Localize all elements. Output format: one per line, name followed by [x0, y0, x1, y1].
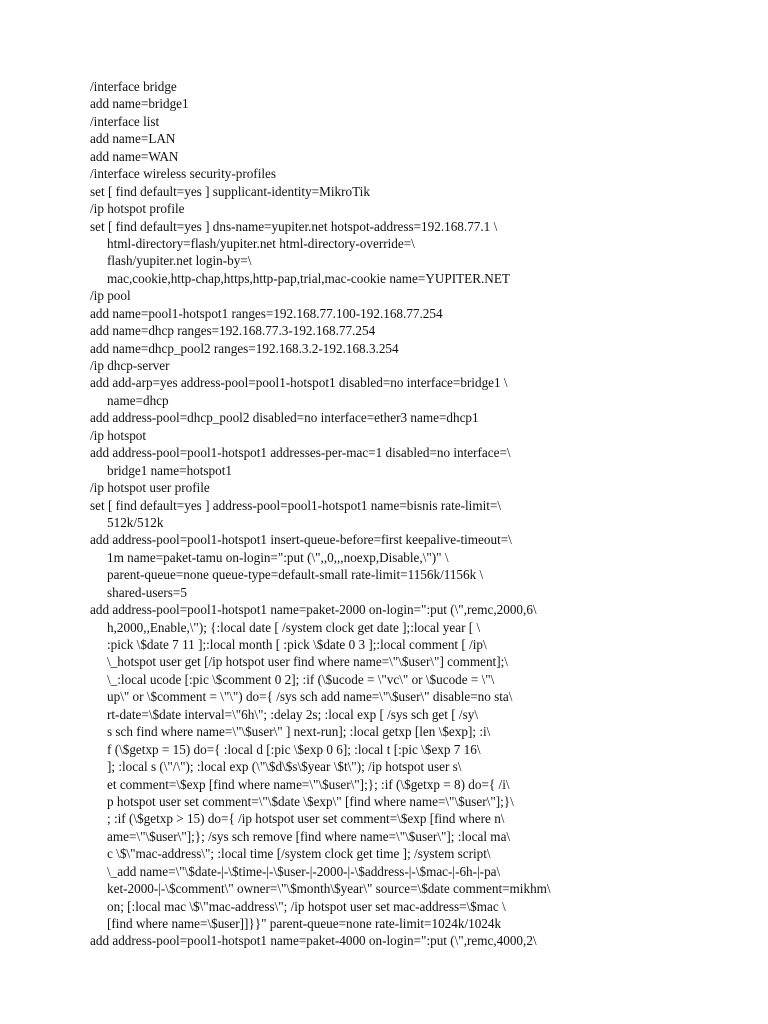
script-continuation-line: ame=\"\$user\"];}; /sys sch remove [find where name=\"\$user\"]; :local ma\ — [107, 828, 511, 844]
script-continuation-line: h,2000,,Enable,\"); {:local date [ /system clock get date ];:local year [ \ — [107, 619, 481, 635]
config-script-text — [90, 78, 750, 950]
script-continuation-line: [find where name=\$user]]}}" parent-queue=none rate-limit=1024k/1024k — [107, 916, 502, 931]
script-continuation-line: et comment=\$exp [find where name=\"\$user\"];}; :if (\$getxp = 8) do={ /i\ — [107, 776, 510, 792]
script-line: add name=dhcp ranges=192.168.77.3-192.168.77.254 — [90, 323, 376, 339]
script-line: /ip hotspot user profile — [90, 480, 210, 496]
script-continuation-line: shared-users=5 — [107, 584, 187, 600]
script-continuation-line: ; :if (\$getxp > 15) do={ /ip hotspot user set comment=\$exp [find where n\ — [107, 811, 505, 827]
script-line: add address-pool=pool1-hotspot1 addresses-per-mac=1 disabled=no interface=\ — [90, 445, 511, 461]
script-line: add address-pool=pool1-hotspot1 name=paket-2000 on-login=":put (\",remc,2000,6\ — [90, 602, 537, 618]
script-continuation-line: ]; :local s (\"/\"); :local exp (\"\$d\$s\$year \$t\"); /ip hotspot user s\ — [107, 759, 462, 775]
script-continuation-line: flash/yupiter.net login-by=\ — [107, 253, 252, 269]
script-line: set [ find default=yes ] address-pool=pool1-hotspot1 name=bisnis rate-limit=\ — [90, 497, 502, 513]
script-line: set [ find default=yes ] dns-name=yupiter.net hotspot-address=192.168.77.1 \ — [90, 218, 498, 234]
script-line: add add-arp=yes address-pool=pool1-hotspot1 disabled=no interface=bridge1 \ — [90, 375, 508, 391]
script-continuation-line: 512k/512k — [107, 514, 164, 530]
script-continuation-line: mac,cookie,http-chap,https,http-pap,trial,mac-cookie name=YUPITER.NET — [107, 270, 510, 286]
script-line: add address-pool=dhcp_pool2 disabled=no interface=ether3 name=dhcp1 — [90, 410, 479, 426]
script-line: /ip hotspot profile — [90, 201, 185, 217]
script-line: /ip pool — [90, 288, 131, 304]
script-continuation-line: c \$\"mac-address\"; :local time [/system clock get time ]; /system script\ — [107, 846, 491, 862]
script-continuation-line: name=dhcp — [107, 392, 169, 408]
script-line: add name=pool1-hotspot1 ranges=192.168.77.100-192.168.77.254 — [90, 305, 443, 321]
script-continuation-line: parent-queue=none queue-type=default-small rate-limit=1156k/1156k \ — [107, 567, 484, 583]
script-line: /interface bridge — [90, 79, 177, 94]
script-line: add address-pool=pool1-hotspot1 name=paket-4000 on-login=":put (\",remc,4000,2\ — [90, 933, 537, 949]
script-line: add name=WAN — [90, 148, 179, 164]
script-line: add address-pool=pool1-hotspot1 insert-queue-before=first keepalive-timeout=\ — [90, 532, 512, 548]
script-continuation-line: \_add name=\"\$date-|-\$time-|-\$user-|-2000-|-\$address-|-\$mac-|-6h-|-pa\ — [107, 863, 501, 879]
script-line: /interface wireless security-profiles — [90, 166, 277, 182]
script-continuation-line: rt-date=\$date interval=\"6h\"; :delay 2s; :local exp [ /sys sch get [ /sy\ — [107, 706, 478, 722]
script-line: add name=LAN — [90, 131, 176, 147]
script-continuation-line: 1m name=paket-tamu on-login=":put (\",,0,,,noexp,Disable,\")" \ — [107, 549, 449, 565]
script-continuation-line: p hotspot user set comment=\"\$date \$exp\" [find where name=\"\$user\"];}\ — [107, 793, 514, 809]
script-continuation-line: on; [:local mac \$\"mac-address\"; /ip hotspot user set mac-address=\$mac \ — [107, 898, 506, 914]
script-line: add name=bridge1 — [90, 96, 189, 112]
script-continuation-line: html-directory=flash/yupiter.net html-directory-override=\ — [107, 235, 415, 251]
script-line: add name=dhcp_pool2 ranges=192.168.3.2-192.168.3.254 — [90, 340, 399, 356]
script-line: set [ find default=yes ] supplicant-identity=MikroTik — [90, 183, 370, 199]
script-line: /interface list — [90, 113, 160, 129]
script-continuation-line: \_hotspot user get [/ip hotspot user find where name=\"\$user\"] comment];\ — [107, 654, 508, 670]
script-line: /ip dhcp-server — [90, 358, 170, 373]
script-continuation-line: f (\$getxp = 15) do={ :local d [:pic \$exp 0 6]; :local t [:pic \$exp 7 16\ — [107, 741, 481, 757]
script-line: /ip hotspot — [90, 427, 147, 443]
script-continuation-line: up\" or \$comment = \"\") do={ /sys sch add name=\"\$user\" disable=no sta\ — [107, 689, 513, 705]
script-continuation-line: \_:local ucode [:pic \$comment 0 2]; :if (\$ucode = \"vc\" or \$ucode = \"\ — [107, 671, 495, 687]
script-continuation-line: :pick \$date 7 11 ];:local month [ :pick \$date 0 3 ];:local comment [ /ip\ — [107, 637, 487, 652]
script-continuation-line: s sch find where name=\"\$user\" ] next-run]; :local getxp [len \$exp]; :i\ — [107, 724, 491, 740]
script-continuation-line: ket-2000-|-\$comment\" owner=\"\$month\$year\" source=\$date comment=mikhm\ — [107, 881, 551, 897]
script-continuation-line: bridge1 name=hotspot1 — [107, 462, 233, 478]
